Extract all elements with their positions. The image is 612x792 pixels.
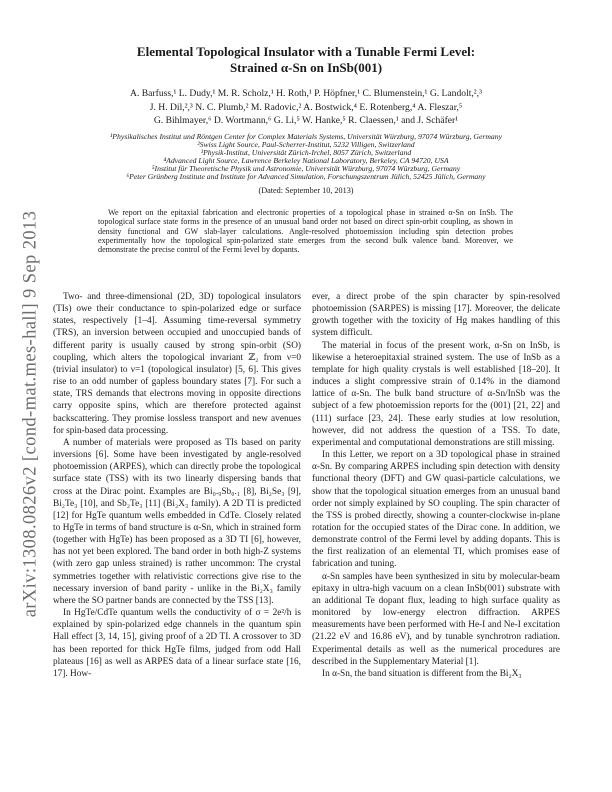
- affiliation-line: ⁵Institut für Theoretische Physik und Astronomie, Universität Würzburg, 97074 Würzburg, Germany: [151, 164, 461, 174]
- body-paragraph: The material in focus of the present work, α-Sn on InSb, is likewise a heteroepitaxial strained system. The use of InSb as a template for high quality crystals is well established [18–20]. It induces a slight compressive strain of 0.14% in the diamond lattice of α-Sn. The bulk band structure of α-Sn/InSb was the subject of a few photoemission reports for the (001) [21, 22] and (111) surface [23, 24]. These early studies at low resolution, however, did not address the question of a TSS. To date, experimental and computational demonstrations are still missing.: [312, 340, 560, 448]
- body-paragraph: In α-Sn, the band situation is different from the Bi₂X₃: [322, 668, 522, 679]
- paper-header: [0, 44, 612, 195]
- body-paragraph: Two- and three-dimensional (2D, 3D) topological insulators (TIs) owe their conductance to spin-polarized edge or surface states, respectively [1–4]. Assuming time-reversal symmetry (TRS), an inversion between occupied and unoccupied bands of different parity is usually caused by strong spin-orbit (SO) coupling, which alters the topological invariant ℤ₂ from ν=0 (trivial insulator) to ν=1 (topological insulator) [5, 6]. This gives rise to an odd number of gapless boundary states [7]. For such a state, TRS demands that electrons moving in opposite directions carry opposite spins, which are therefore protected against backscattering. They promise lossless transport and new avenues for spin-based data processing.: [53, 292, 301, 436]
- author-line: J. H. Dil,²,³ N. C. Plumb,² M. Radovic,² A. Bostwick,⁴ E. Rotenberg,⁴ A. Fleszar,⁵: [149, 101, 463, 113]
- abstract-block: [98, 208, 513, 254]
- paper-title-line1: Elemental Topological Insulator with a Tunable Fermi Level:: [136, 44, 476, 59]
- paper-title-line2: Strained α-Sn on InSb(001): [229, 60, 383, 75]
- body-paragraph: In this Letter, we report on a 3D topological phase in strained α-Sn. By comparing ARPES including spin detection with density functional theory (DFT) and GW quasi-particle calculations, we show that the topological situation emerges from an unusual band order not simply explained by SO coupling. The spin character of the TSS is probed directly, showing a counter-clockwise in-plane rotation for the occupied states of the Dirac cone. In addition, we demonstrate control of the Fermi level by adding dopants. This is the first realization of an elemental TI, which promises ease of fabrication and tuning.: [312, 450, 560, 570]
- affiliation-line: ³Physik-Institut, Universität Zürich-Irchel, 8057 Zürich, Switzerland: [200, 147, 412, 157]
- affiliation-line: ⁴Advanced Light Source, Lawrence Berkeley National Laboratory, Berkeley, CA 94720, USA: [163, 156, 449, 166]
- affiliation-line: ²Swiss Light Source, Paul-Scherrer-Institut, 5232 Villigen, Switzerland: [197, 139, 415, 149]
- author-list: [0, 87, 612, 128]
- body-columns: [53, 291, 560, 680]
- affiliation-list: [0, 133, 612, 182]
- right-column: [312, 291, 560, 680]
- body-paragraph: α-Sn samples have been synthesized in situ by molecular-beam epitaxy in ultra-high vacuum on a clean InSb(001) substrate with an additional Te dopant flux, leading to high surface quality as monitored by low-energy electron diffraction. ARPES measurements have been performed with He-I and Ne-I excitation (21.22 eV and 16.86 eV), and by tunable synchrotron radiation. Experimental details as well as the numerical procedures are described in the Supplementary Material [1].: [312, 571, 560, 667]
- author-line: G. Bihlmayer,⁶ D. Wortmann,⁶ G. Li,⁵ W. Hanke,⁵ R. Claessen,¹ and J. Schäfer¹: [153, 115, 459, 127]
- body-paragraph: ever, a direct probe of the spin character by spin-resolved photoemission (SARPES) is missing [17]. Moreover, the delicate growth together with the toxicity of Hg makes handling of this system difficult.: [312, 292, 560, 339]
- dated-line: (Dated: September 10, 2013): [258, 186, 354, 196]
- body-paragraph: In HgTe/CdTe quantum wells the conductivity of σ = 2e²/h is explained by spin-polarized edge channels in the quantum spin Hall effect [3, 14, 15], giving proof of a 2D TI. A crossover to 3D has been reported for thick HgTe films, judged from odd Hall plateaus [16] as well as ARPES data of a linear surface state [16, 17]. How-: [53, 608, 301, 679]
- affiliation-line: ¹Physikalisches Institut und Röntgen Center for Complex Materials Systems, Universität Würzburg, 97074 Würzburg, Germany: [109, 131, 503, 141]
- body-paragraph: A number of materials were proposed as TIs based on parity inversions [6]. Some have been investigated by angle-resolved photoemission (ARPES), which can directly probe the topological surface state (TSS) with its two linearly dispersing bands that cross at the Dirac point. Examples are Bi₀.₉Sb₀.₁ [8], Bi₂Se₃ [9], Bi₂Te₃ [10], and Sb₂Te₃ [11] (Bi₂X₃ family). A 2D TI is predicted [12] for HgTe quantum wells embedded in CdTe. Closely related to HgTe in terms of band structure is α-Sn, which in strained form (together with HgTe) has been proposed as a 3D TI [6], however, has not yet been explored. The band order in both high-Z systems (with zero gap unless strained) is rather uncommon: The crystal symmetries together with relativistic corrections give rise to the necessary inversion of band parity - unlike in the Bi₂X₃ family where the SO partner bands are connected by the TSS [13].: [53, 437, 301, 606]
- paper-title: [0, 44, 612, 76]
- left-column: [53, 291, 301, 680]
- author-line: A. Barfuss,¹ L. Dudy,¹ M. R. Scholz,¹ H. Roth,¹ P. Höpfner,¹ C. Blumenstein,¹ G. Landolt,²,³: [130, 88, 482, 99]
- affiliation-line: ⁶Peter Grünberg Institute and Institute for Advanced Simulation, Forschungszentrum Jülich, 52425 Jülich, Germany: [126, 172, 486, 182]
- abstract-text: We report on the epitaxial fabrication and electronic properties of a topological phase in strained α-Sn on InSb. The topological surface state forms in the presence of an unusual band order not based on direct spin-orbit coupling, as shown in density functional and GW slab-layer calculations. Angle-resolved photoemission including spin detection probes experimentally how the topological spin-polarized state emerges from the second bulk valence band. Moreover, we demonstrate the precise control of the Fermi level by dopants.: [98, 208, 513, 254]
- arxiv-watermark: arXiv:1308.0826v2 [cond-mat.mes-hall] 9 Sep 2013: [20, 210, 41, 618]
